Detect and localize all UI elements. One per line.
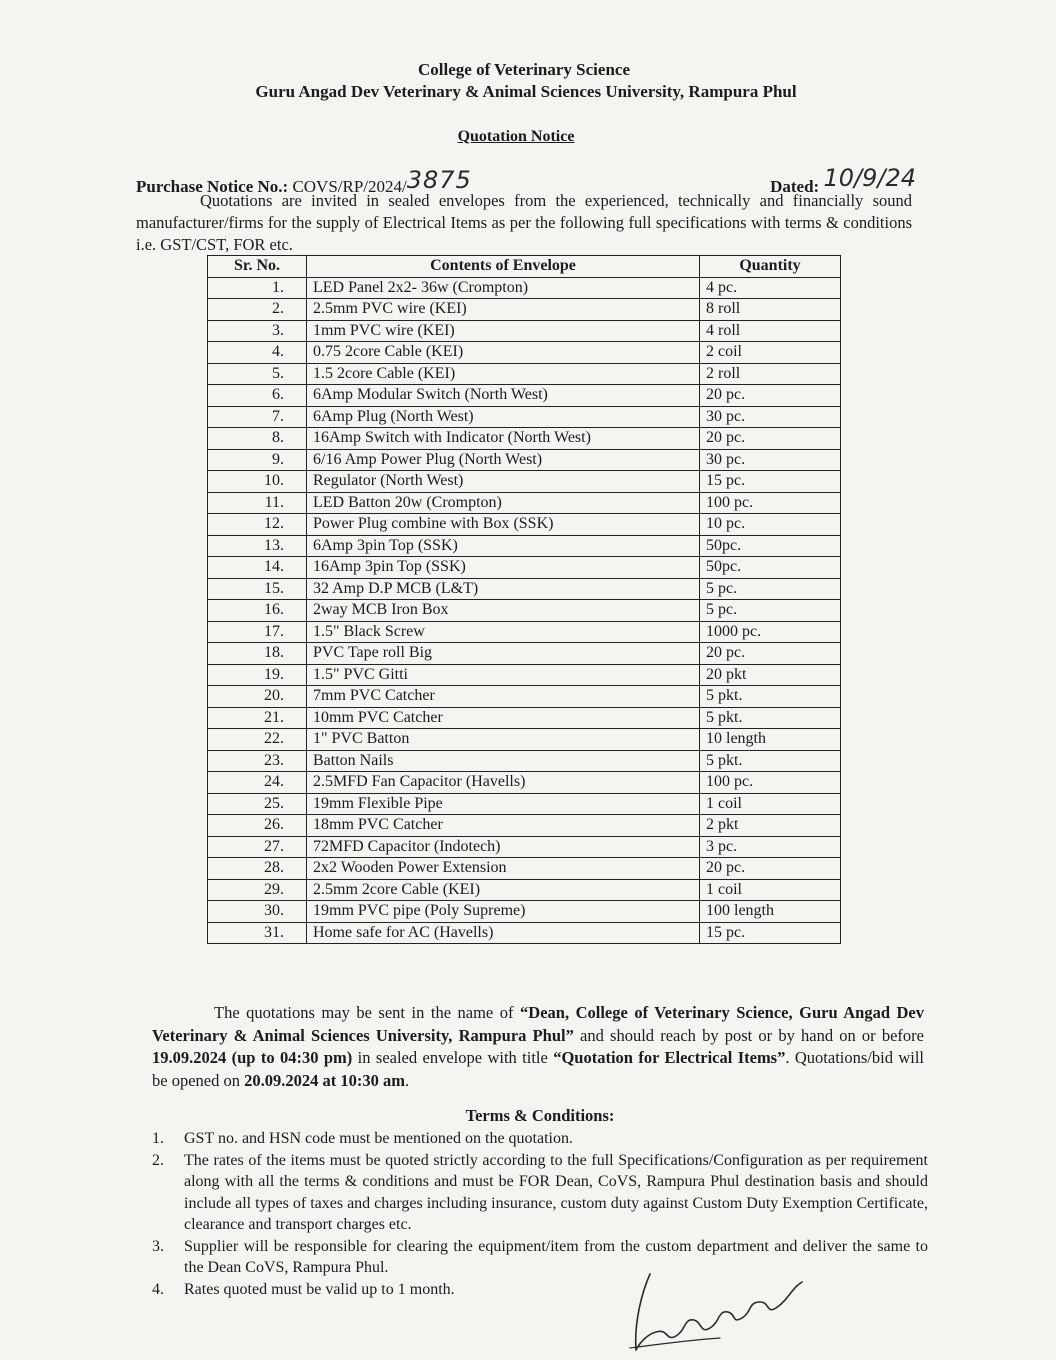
item-cell: 2x2 Wooden Power Extension	[307, 858, 700, 880]
term-item	[152, 1150, 928, 1236]
table-row	[208, 643, 841, 665]
quantity-cell: 2 coil	[700, 342, 841, 364]
quantity-cell: 4 roll	[700, 320, 841, 342]
item-cell: 6Amp Modular Switch (North West)	[307, 385, 700, 407]
term-text: Supplier will be responsible for clearing the equipment/item from the custom department and deliver the same to the Dean CoVS, Rampura Phul.	[184, 1237, 928, 1276]
item-cell: LED Batton 20w (Crompton)	[307, 492, 700, 514]
table-row	[208, 600, 841, 622]
quantity-cell: 50pc.	[700, 535, 841, 557]
quantity-cell: 10 pc.	[700, 514, 841, 536]
item-cell: 1mm PVC wire (KEI)	[307, 320, 700, 342]
item-cell: 18mm PVC Catcher	[307, 815, 700, 837]
quantity-cell: 50pc.	[700, 557, 841, 579]
sr-no-cell: 26.	[208, 815, 307, 837]
item-cell: 6/16 Amp Power Plug (North West)	[307, 449, 700, 471]
closing-text	[152, 1002, 924, 1092]
sr-no-cell: 17.	[208, 621, 307, 643]
quantity-cell: 1000 pc.	[700, 621, 841, 643]
item-cell: Batton Nails	[307, 750, 700, 772]
table-row	[208, 772, 841, 794]
item-cell: 2.5mm PVC wire (KEI)	[307, 299, 700, 321]
sr-no-cell: 25.	[208, 793, 307, 815]
sr-no-cell: 24.	[208, 772, 307, 794]
sr-no-cell: 29.	[208, 879, 307, 901]
table-row	[208, 406, 841, 428]
purchase-notice-label: Purchase Notice No.:	[136, 177, 289, 196]
quantity-cell: 20 pc.	[700, 858, 841, 880]
sr-no-cell: 19.	[208, 664, 307, 686]
sr-no-cell: 12.	[208, 514, 307, 536]
item-cell: 2.5mm 2core Cable (KEI)	[307, 879, 700, 901]
quantity-cell: 4 pc.	[700, 277, 841, 299]
table-row	[208, 836, 841, 858]
sr-no-cell: 6.	[208, 385, 307, 407]
quantity-cell: 20 pc.	[700, 385, 841, 407]
table-row	[208, 922, 841, 944]
closing-deadline: 19.09.2024 (up to 04:30 pm)	[152, 1048, 353, 1067]
table-row	[208, 707, 841, 729]
purchase-notice-handwritten: 3875	[406, 166, 472, 194]
quantity-cell: 5 pkt.	[700, 750, 841, 772]
table-row	[208, 901, 841, 923]
item-cell: 6Amp 3pin Top (SSK)	[307, 535, 700, 557]
table-row	[208, 299, 841, 321]
term-item	[152, 1128, 928, 1150]
sr-no-cell: 2.	[208, 299, 307, 321]
notice-title: Quotation Notice	[457, 128, 575, 145]
items-table	[207, 255, 841, 944]
university-name: Guru Angad Dev Veterinary & Animal Sciences University, Rampura Phul	[255, 82, 797, 101]
term2-text: The rates of the items must be quoted strictly according to the full Specifications/Configuration as per requirement along with all the terms & conditions and must be FOR Dean, CoVS, Rampura Phul destination basis and should include all types of taxes and charges including insurance, custom duty against Custom Duty Exemption Certificate, clearance and transport charges etc.	[184, 1151, 928, 1233]
sr-no-cell: 21.	[208, 707, 307, 729]
table-row	[208, 557, 841, 579]
header-quantity: Quantity	[700, 256, 841, 278]
quantity-cell: 15 pc.	[700, 471, 841, 493]
quantity-cell: 15 pc.	[700, 922, 841, 944]
item-cell: 1.5" PVC Gitti	[307, 664, 700, 686]
table-row	[208, 449, 841, 471]
table-row	[208, 471, 841, 493]
closing-part4: . Quotations/bid will be opened on	[152, 1048, 925, 1090]
dated-handwritten: 10/9/24	[823, 164, 916, 192]
quantity-cell: 5 pkt.	[700, 686, 841, 708]
sr-no-cell: 8.	[208, 428, 307, 450]
item-cell: Regulator (North West)	[307, 471, 700, 493]
quantity-cell: 5 pc.	[700, 600, 841, 622]
quantity-cell: 1 coil	[700, 879, 841, 901]
quantity-cell: 100 pc.	[700, 492, 841, 514]
table-row	[208, 815, 841, 837]
table-row	[208, 428, 841, 450]
quantity-cell: 100 length	[700, 901, 841, 923]
closing-envelope-title: “Quotation for Electrical Items”	[553, 1048, 786, 1067]
table-row	[208, 793, 841, 815]
sr-no-cell: 14.	[208, 557, 307, 579]
quantity-cell: 8 roll	[700, 299, 841, 321]
closing-opening: 20.09.2024 at 10:30 am	[244, 1070, 405, 1090]
sr-no-cell: 11.	[208, 492, 307, 514]
term-number: 3.	[152, 1237, 164, 1255]
item-cell: 0.75 2core Cable (KEI)	[307, 342, 700, 364]
table-row	[208, 535, 841, 557]
sr-no-cell: 1.	[208, 277, 307, 299]
quantity-cell: 20 pkt	[700, 664, 841, 686]
table-row	[208, 686, 841, 708]
table-row	[208, 621, 841, 643]
item-cell: 10mm PVC Catcher	[307, 707, 700, 729]
college-name: College of Veterinary Science	[418, 60, 630, 79]
quantity-cell: 5 pkt.	[700, 707, 841, 729]
closing-part3: in sealed envelope with title	[352, 1048, 554, 1067]
table-row	[208, 492, 841, 514]
header-sr-no: Sr. No.	[208, 256, 307, 278]
sr-no-cell: 16.	[208, 600, 307, 622]
quantity-cell: 2 pkt	[700, 815, 841, 837]
table-row	[208, 729, 841, 751]
sr-no-cell: 4.	[208, 342, 307, 364]
intro-paragraph	[136, 190, 912, 256]
quantity-cell: 30 pc.	[700, 406, 841, 428]
dated-label: Dated:	[770, 177, 820, 196]
intro-text: Quotations are invited in sealed envelopes from the experienced, technically and financially sound manufacturer/firms for the supply of Electrical Items as per the following full specifications with terms & conditions i.e. GST/CST, FOR etc.	[136, 191, 912, 254]
table-row	[208, 578, 841, 600]
quantity-cell: 100 pc.	[700, 772, 841, 794]
term-number: 4.	[152, 1280, 164, 1298]
terms-title: Terms & Conditions:	[465, 1106, 615, 1125]
table-row	[208, 858, 841, 880]
closing-addressee: “Dean, College of Veterinary Science, Guru Angad Dev Veterinary & Animal Sciences University, Rampura Phul”	[152, 1003, 924, 1045]
item-cell: 19mm PVC pipe (Poly Supreme)	[307, 901, 700, 923]
item-cell: 19mm Flexible Pipe	[307, 793, 700, 815]
item-cell: 32 Amp D.P MCB (L&T)	[307, 578, 700, 600]
sr-no-cell: 9.	[208, 449, 307, 471]
sr-no-cell: 20.	[208, 686, 307, 708]
item-cell: Home safe for AC (Havells)	[307, 922, 700, 944]
table-row	[208, 664, 841, 686]
closing-part2: and should reach by post or by hand on or before	[573, 1025, 924, 1045]
sr-no-cell: 18.	[208, 643, 307, 665]
item-cell: 1.5" Black Screw	[307, 621, 700, 643]
sr-no-cell: 15.	[208, 578, 307, 600]
table-row	[208, 385, 841, 407]
item-cell: 1.5 2core Cable (KEI)	[307, 363, 700, 385]
closing-part1: The quotations may be sent in the name of	[214, 1003, 521, 1022]
table-row	[208, 514, 841, 536]
table-row	[208, 277, 841, 299]
sr-no-cell: 10.	[208, 471, 307, 493]
quantity-cell: 2 roll	[700, 363, 841, 385]
sr-no-cell: 13.	[208, 535, 307, 557]
item-cell: 2way MCB Iron Box	[307, 600, 700, 622]
term-text	[184, 1150, 928, 1236]
term-text: GST no. and HSN code must be mentioned on the quotation.	[184, 1130, 573, 1147]
sr-no-cell: 27.	[208, 836, 307, 858]
term-number: 2.	[152, 1151, 164, 1169]
table-row	[208, 320, 841, 342]
table-row	[208, 750, 841, 772]
quantity-cell: 1 coil	[700, 793, 841, 815]
quantity-cell: 20 pc.	[700, 428, 841, 450]
header-contents: Contents of Envelope	[307, 256, 700, 278]
term-number: 1.	[152, 1130, 164, 1147]
table-row	[208, 363, 841, 385]
item-cell: 72MFD Capacitor (Indotech)	[307, 836, 700, 858]
closing-part5: .	[404, 1070, 410, 1090]
item-cell: LED Panel 2x2- 36w (Crompton)	[307, 277, 700, 299]
sr-no-cell: 3.	[208, 320, 307, 342]
handwritten-signature	[620, 1262, 820, 1358]
item-cell: 16Amp Switch with Indicator (North West)	[307, 428, 700, 450]
table-header-row	[208, 256, 841, 278]
term-text: Rates quoted must be valid up to 1 month.	[184, 1280, 455, 1298]
sr-no-cell: 5.	[208, 363, 307, 385]
item-cell: Power Plug combine with Box (SSK)	[307, 514, 700, 536]
quantity-cell: 5 pc.	[700, 578, 841, 600]
table-row	[208, 879, 841, 901]
item-cell: 7mm PVC Catcher	[307, 686, 700, 708]
item-cell: PVC Tape roll Big	[307, 643, 700, 665]
table-row	[208, 342, 841, 364]
sr-no-cell: 28.	[208, 858, 307, 880]
sr-no-cell: 31.	[208, 922, 307, 944]
sr-no-cell: 22.	[208, 729, 307, 751]
closing-paragraph	[152, 1002, 924, 1092]
sr-no-cell: 7.	[208, 406, 307, 428]
item-cell: 16Amp 3pin Top (SSK)	[307, 557, 700, 579]
item-cell: 6Amp Plug (North West)	[307, 406, 700, 428]
quantity-cell: 20 pc.	[700, 643, 841, 665]
items-table-body	[208, 277, 841, 944]
purchase-notice-printed: COVS/RP/2024/	[292, 177, 407, 196]
quantity-cell: 30 pc.	[700, 449, 841, 471]
quantity-cell: 10 length	[700, 729, 841, 751]
quantity-cell: 3 pc.	[700, 836, 841, 858]
item-cell: 2.5MFD Fan Capacitor (Havells)	[307, 772, 700, 794]
item-cell: 1" PVC Batton	[307, 729, 700, 751]
sr-no-cell: 23.	[208, 750, 307, 772]
sr-no-cell: 30.	[208, 901, 307, 923]
